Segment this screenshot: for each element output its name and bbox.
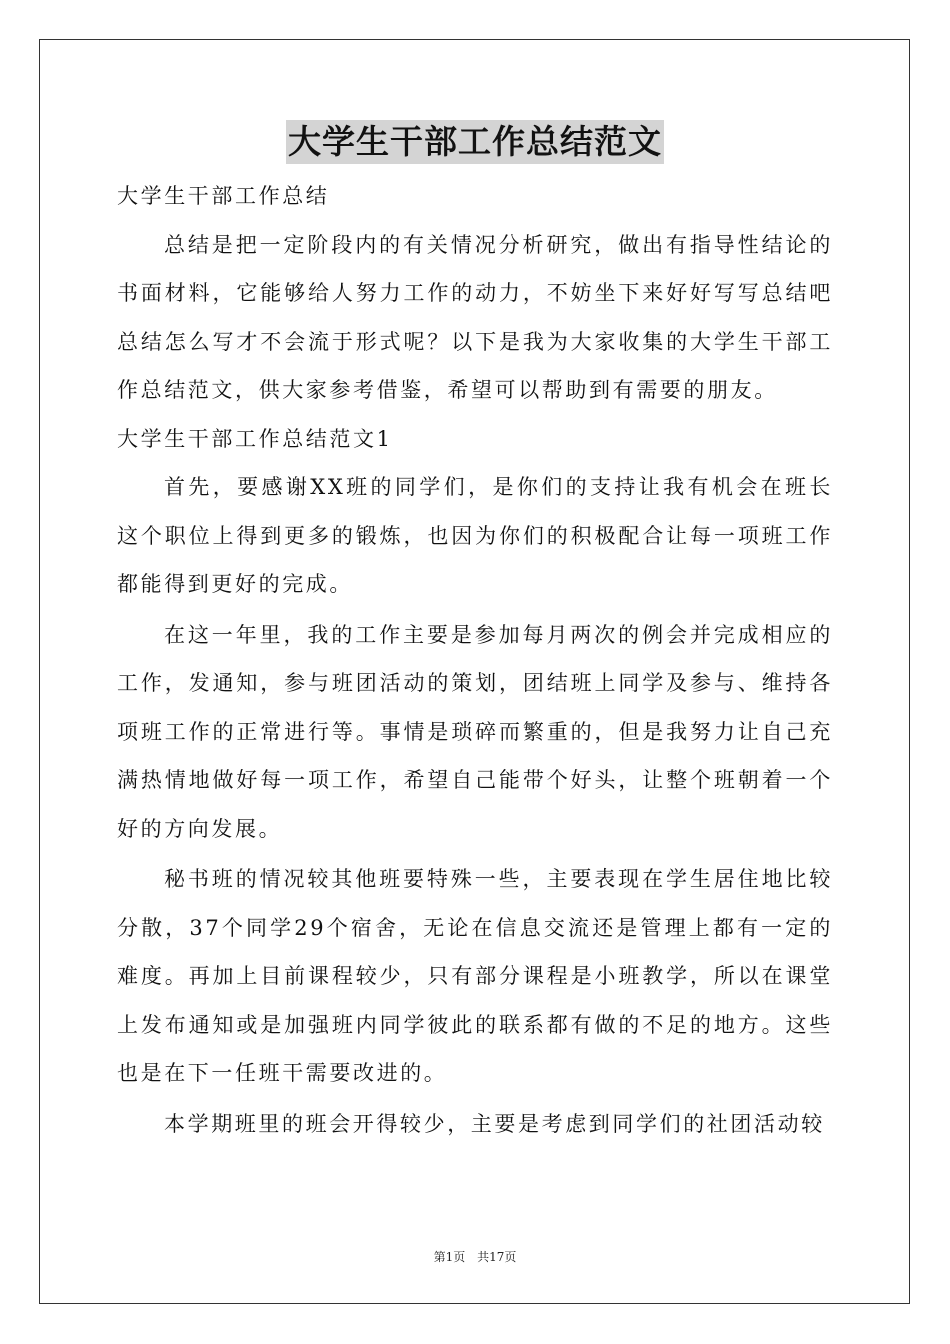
page-number: 第1页 <box>433 1250 466 1264</box>
page-footer <box>0 1248 950 1265</box>
document-subtitle: 大学生干部工作总结 <box>117 184 330 208</box>
body-paragraph-3: 秘书班的情况较其他班要特殊一些，主要表现在学生居住地比较分散，37个同学29个宿舍，无论在信息交流还是管理上都有一定的难度。再加上目前课程较少，只有部分课程是小班教学，所以在课堂上发布通知或是加强班内同学彼此的联系都有做的不足的地方。这些也是在下一任班干需要改进的。 <box>117 867 833 1085</box>
title-container <box>117 120 833 172</box>
body-paragraph-2: 在这一年里，我的工作主要是参加每月两次的例会并完成相应的工作，发通知，参与班团活动的策划，团结班上同学及参与、维持各项班工作的正常进行等。事情是琐碎而繁重的，但是我努力让自己充满热情地做好每一项工作，希望自己能带个好头，让整个班朝着一个好的方向发展。 <box>117 622 833 841</box>
document-body <box>117 120 833 1148</box>
body-paragraph-1: 首先，要感谢XX班的同学们，是你们的支持让我有机会在班长这个职位上得到更多的锻炼，也因为你们的积极配合让每一项班工作都能得到更好的完成。 <box>117 475 833 596</box>
page-total: 共17页 <box>477 1250 517 1264</box>
body-paragraph-4: 本学期班里的班会开得较少，主要是考虑到同学们的社团活动较 <box>164 1111 825 1136</box>
section-heading: 大学生干部工作总结范文1 <box>117 426 393 451</box>
document-title: 大学生干部工作总结范文 <box>286 120 664 164</box>
intro-paragraph: 总结是把一定阶段内的有关情况分析研究，做出有指导性结论的书面材料，它能够给人努力工作的动力，不妨坐下来好好写写总结吧总结怎么写才不会流于形式呢？以下是我为大家收集的大学生干部工作总结范文，供大家参考借鉴，希望可以帮助到有需要的朋友。 <box>117 232 833 402</box>
